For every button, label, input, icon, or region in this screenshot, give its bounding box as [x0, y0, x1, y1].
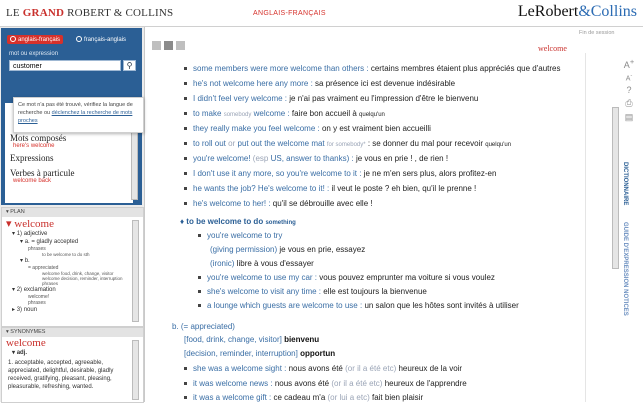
result-title: Expressions	[10, 153, 54, 163]
forward-icon[interactable]	[176, 41, 185, 50]
example-line: to make somebody welcome : faire bon accueil à quelqu'un	[184, 109, 385, 118]
example-line: [food, drink, change, visitor] bienvenu	[184, 335, 320, 344]
print-icon[interactable]: ⎙	[625, 98, 633, 109]
radio-anglais-francais[interactable]	[7, 35, 63, 44]
synonyms-header[interactable]: ▾ SYNONYMES	[2, 328, 143, 337]
search-label: mot ou expression	[9, 51, 59, 57]
plan-item[interactable]: ▾ 1) adjective	[12, 231, 48, 237]
result-title: Verbes à particule	[10, 168, 75, 178]
plan-item[interactable]: ▸ 3) noun	[12, 307, 38, 313]
plan-item[interactable]: phrases	[42, 281, 59, 286]
plan-item[interactable]: welcome decision, reminder, interruption	[42, 276, 123, 281]
example-line: it was welcome news : nous avons été (or il a été etc) heureux de l'apprendre	[184, 379, 467, 388]
plan-item[interactable]: ▾ b.	[20, 258, 30, 264]
radio-francais-anglais[interactable]	[73, 35, 129, 44]
list-icon[interactable]: ▤	[624, 112, 634, 123]
divider	[585, 53, 586, 402]
help-icon[interactable]: ?	[626, 85, 632, 96]
logo-right: &Collins	[578, 3, 637, 20]
result-sub[interactable]: here's welcome	[13, 143, 55, 149]
synonyms-title: welcome	[6, 337, 46, 349]
not-found-tooltip	[13, 97, 144, 133]
brand-prefix: LE	[6, 7, 20, 19]
plan-item[interactable]: to be welcome to do sth	[42, 252, 90, 257]
example-line: they really make you feel welcome : on y est vraiment bien accueilli	[184, 124, 431, 133]
brand-rest: ROBERT & COLLINS	[67, 7, 174, 19]
result-item[interactable]	[5, 133, 133, 149]
radio-label: anglais-français	[18, 37, 61, 43]
result-title: Mots composés	[10, 133, 67, 143]
font-decrease-icon[interactable]: A-	[625, 73, 633, 83]
example-line: [decision, reminder, interruption] opportun	[184, 349, 336, 358]
search-icon: ⚲	[126, 61, 133, 70]
logo-left: LeRobert	[517, 3, 579, 20]
synonyms-panel	[1, 327, 144, 403]
radio-label: français-anglais	[84, 37, 127, 43]
tooltip-text: Ce mot n'a pas été trouvé, vérifiez la langue de recherche ou	[18, 102, 133, 116]
home-icon[interactable]	[164, 41, 173, 50]
plan-item[interactable]: ▾ 2) exclamation	[12, 287, 56, 293]
search-input[interactable]: customer	[9, 60, 121, 71]
radio-dot-icon	[10, 36, 16, 42]
plan-item[interactable]: = appreciated	[28, 265, 59, 271]
example-line: (ironic) libre à vous d'essayer	[210, 259, 314, 268]
plan-scrollbar[interactable]	[132, 220, 139, 322]
left-sidebar	[0, 27, 145, 402]
plan-item[interactable]: phrases	[28, 300, 46, 306]
phrase-heading: ♦ to be welcome to do something	[180, 217, 296, 226]
synonyms-list: 1. acceptable, accepted, agreeable, appreciated, delightful, desirable, gladly received, gratifying, pleasant, pleasing, pleasurable, refreshing, wanted.	[8, 360, 114, 390]
plan-item[interactable]: welcome food, drink, change, visitor	[42, 271, 114, 276]
back-icon[interactable]	[152, 41, 161, 50]
example-line: to roll out or put out the welcome mat for somebody* : se donner du mal pour recevoir quelqu'un	[184, 139, 511, 148]
example-line: a lounge which guests are welcome to use : un salon que les hôtes sont invités à utiliser	[198, 301, 519, 310]
result-item[interactable]	[5, 153, 133, 168]
example-line: I don't use it any more, so you're welcome to it : je ne m'en sers plus, alors profitez-en	[184, 169, 496, 178]
plan-title[interactable]: ▾ welcome	[6, 218, 54, 230]
right-tools	[620, 57, 638, 126]
plan-header[interactable]: ▾ PLAN	[2, 208, 143, 217]
publisher-logo	[518, 3, 637, 21]
dictionary-direction: ANGLAIS-FRANÇAIS	[253, 10, 326, 17]
result-item[interactable]	[5, 168, 133, 184]
sense-heading: b. (= appreciated)	[172, 322, 235, 331]
plan-item[interactable]: welcome!	[28, 294, 50, 300]
example-line: some members were more welcome than others : certains membres étaient plus appréciés que d'autres	[184, 64, 561, 73]
search-button[interactable]	[123, 60, 136, 71]
example-line: he wants the job? He's welcome to it! : il veut le poste ? eh bien, qu'il le prenne !	[184, 184, 476, 193]
result-sub[interactable]: welcome back	[13, 178, 52, 184]
tooltip-link[interactable]: déclenchez la recherche de mots proches	[18, 110, 133, 124]
brand-title	[6, 7, 173, 19]
entry-panel	[146, 27, 643, 402]
plan-panel	[1, 207, 144, 327]
example-line: he's not welcome here any more : sa présence ici est devenue indésirable	[184, 79, 455, 88]
tab-dictionnaire[interactable]: DICTIONNAIRE	[622, 162, 628, 206]
example-line: she's welcome to visit any time : elle est toujours la bienvenue	[198, 287, 427, 296]
entry-scrollbar[interactable]	[612, 107, 619, 269]
app-header	[0, 0, 643, 27]
example-line: she was a welcome sight : nous avons été (or il a été etc) heureux de la voir	[184, 364, 462, 373]
current-headword: welcome	[538, 44, 567, 53]
tab-guide[interactable]: GUIDE D'EXPRESSION NOTICES	[622, 222, 628, 316]
example-line: I didn't feel very welcome : je n'ai pas vraiment eu l'impression d'être le bienvenu	[184, 94, 478, 103]
example-line: (giving permission) je vous en prie, essayez	[210, 245, 366, 254]
example-line: he's welcome to her! : qu'il se débrouille avec elle !	[184, 199, 373, 208]
example-line: you're welcome to use my car : vous pouvez emprunter ma voiture si vous voulez	[198, 273, 495, 282]
plan-item[interactable]: ▾ a. = gladly accepted	[20, 239, 79, 245]
plan-item[interactable]: phrases	[28, 246, 46, 252]
radio-dot-icon	[76, 36, 82, 42]
example-line: it was a welcome gift : ce cadeau m'a (or lui a etc) fait bien plaisir	[184, 393, 423, 402]
brand-grand: GRAND	[22, 7, 65, 19]
end-session-link[interactable]: Fin de session	[579, 30, 615, 36]
font-increase-icon[interactable]: A+	[623, 57, 635, 70]
synonyms-scrollbar[interactable]	[132, 340, 139, 400]
synonyms-pos: ▾ adj.	[12, 350, 28, 356]
example-line: you're welcome! (esp US, answer to thanks) : je vous en prie ! , de rien !	[184, 154, 448, 163]
example-line: you're welcome to try	[198, 231, 282, 240]
